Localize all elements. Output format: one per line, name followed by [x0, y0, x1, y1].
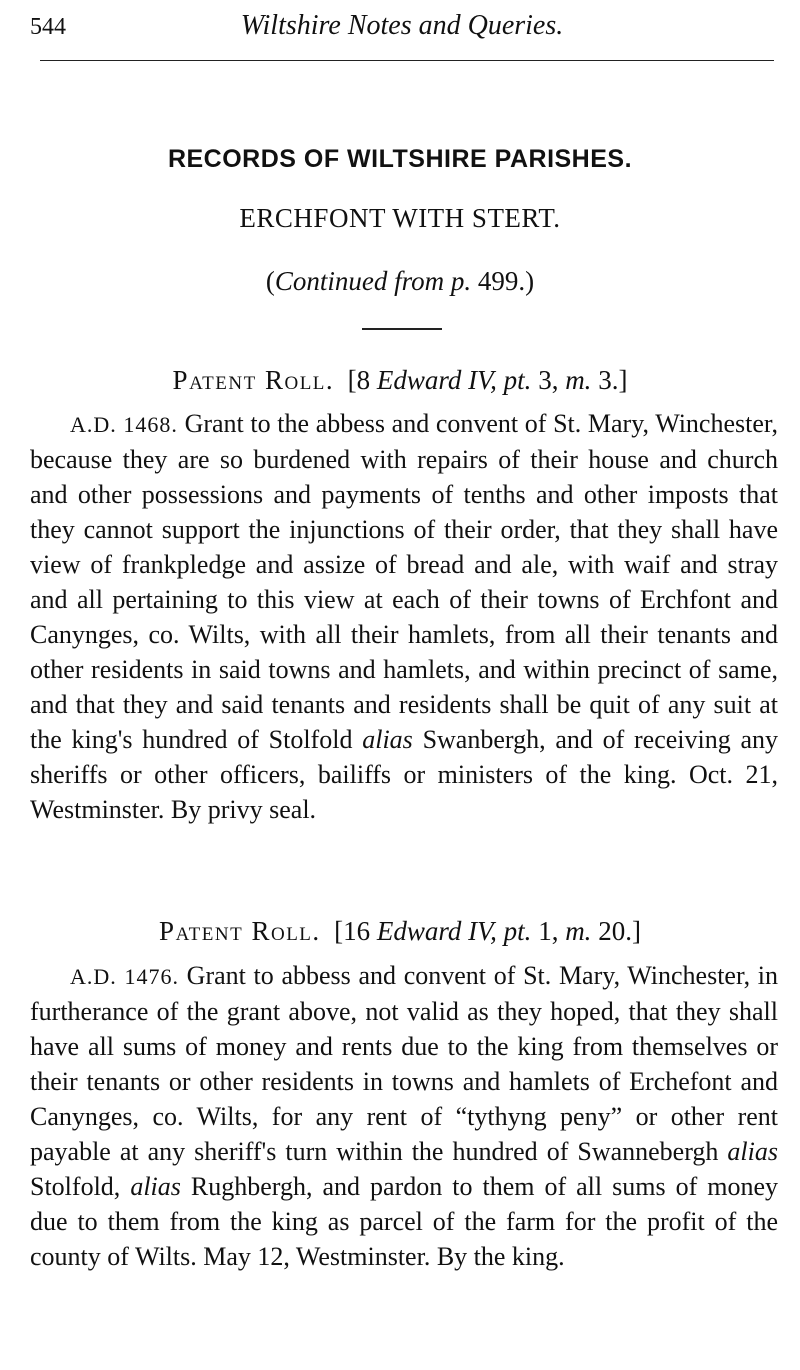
- alias-word: alias: [130, 1172, 181, 1201]
- roll-ref-king: Edward IV, pt.: [376, 365, 532, 395]
- entry-text-part: Swanbergh, and of receiving any sheriffs or other officers, bailiffs or ministers of the king. Oct. 21, Westminster. By privy seal.: [30, 725, 779, 824]
- roll-ref-regnal-year: 16: [343, 916, 371, 946]
- running-head: [30, 10, 774, 50]
- continued-page: 499.: [477, 266, 526, 296]
- entry-date: A.D. 1468.: [70, 412, 178, 437]
- journal-title: Wiltshire Notes and Queries.: [240, 10, 564, 41]
- continued-label: Continued from p.: [274, 266, 472, 296]
- roll-heading: Patent Roll. [8 Edward IV, pt. 3, m. 3.]: [172, 365, 628, 395]
- roll-ref-king: Edward IV, pt.: [376, 916, 532, 946]
- roll-ref-membrane: 20.: [598, 916, 632, 946]
- roll-ref-membrane: 3.: [598, 365, 619, 395]
- entry-text-part: Rughbergh, and pardon to them of all sums of money due to them from the king as parcel of the farm for the profit of the county of Wilts. May 12, Westminster. By the king.: [30, 1172, 779, 1271]
- header-divider: [40, 60, 774, 61]
- article-heading: RECORDS OF WILTSHIRE PARISHES.: [167, 145, 633, 173]
- alias-word: alias: [727, 1137, 778, 1166]
- parish-subheading: ERCHFONT WITH STERT.: [239, 203, 561, 233]
- roll-ref-regnal-year: 8: [356, 365, 371, 395]
- roll-label: Patent Roll.: [159, 916, 321, 946]
- roll-ref-membrane-label: m.: [565, 365, 592, 395]
- entry-text-part: Grant to abbess and convent of St. Mary, Winchester, in furtherance of the grant above, not valid as they hoped, that they shall have all sums of money and rents due to the king from themselves or their tenants or other residents in towns and hamlets of Erchefont and Canynges, co. Wilts, for any rent of “tythyng peny” or other rent payable at any sheriff's turn within the hundred of Swannebergh: [30, 961, 779, 1166]
- page-number: 544: [30, 14, 66, 40]
- continuation-note: (Continued from p. 499.): [265, 266, 535, 296]
- entry-date: A.D. 1476.: [70, 964, 179, 989]
- entry-text: [30, 958, 778, 1274]
- roll-heading: Patent Roll. [16 Edward IV, pt. 1, m. 20.]: [159, 916, 641, 946]
- roll-label: Patent Roll.: [172, 365, 335, 395]
- roll-ref-membrane-label: m.: [565, 916, 592, 946]
- alias-word: alias: [362, 725, 413, 754]
- entry-text: [30, 406, 778, 827]
- roll-ref-part: 1,: [538, 916, 559, 946]
- entry-text-part: Grant to the abbess and convent of St. Mary, Winchester, because they are so burdened with repairs of their house and church and other possessions and payments of tenths and other imposts that they cannot support the injunctions of their order, that they shall have view of frankpledge and assize of bread and ale, with waif and stray and all pertaining to this view at each of their towns of Erchfont and Canynges, co. Wilts, with all their hamlets, from all their tenants and other residents in said towns and hamlets, and within precinct of same, and that they and said tenants and residents shall be quit of any suit at the king's hundred of Stolfold: [30, 409, 779, 754]
- section-divider: [362, 328, 442, 330]
- roll-ref-part: 3,: [538, 365, 559, 395]
- entry-text-part: Stolfold,: [30, 1172, 121, 1201]
